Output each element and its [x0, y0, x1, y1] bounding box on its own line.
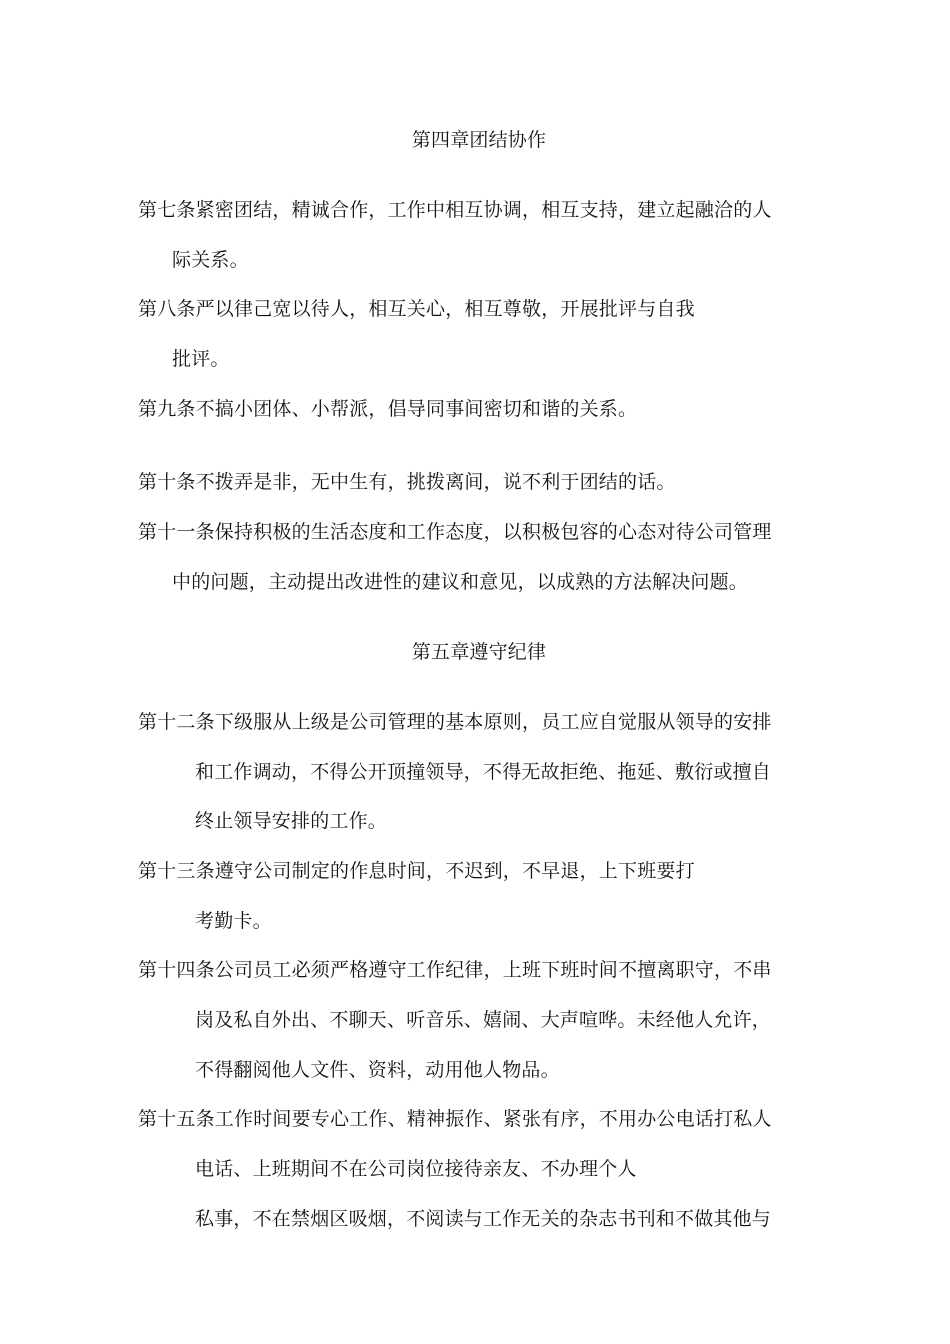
article-8-line-1: 第八条严以律己宽以待人，相互关心，相互尊敬，开展批评与自我	[138, 298, 695, 320]
article-14-line-1: 第十四条公司员工必须严格遵守工作纪律，上班下班时间不擅离职守，不串	[138, 959, 772, 981]
chapter-5-title: 第五章遵守纪律	[411, 641, 547, 663]
article-7-line-2: 际关系。	[172, 249, 249, 271]
article-15-line-1: 第十五条工作时间要专心工作、精神振作、紧张有序，不用办公电话打私人	[138, 1108, 772, 1130]
article-11-line-2: 中的问题，主动提出改进性的建议和意见，以成熟的方法解决问题。	[172, 571, 749, 593]
article-15-line-2: 电话、上班期间不在公司岗位接待亲友、不办理个人	[195, 1158, 637, 1180]
article-15-line-3: 私事，不在禁烟区吸烟，不阅读与工作无关的杂志书刊和不做其他与	[195, 1208, 772, 1230]
article-12-line-3: 终止领导安排的工作。	[195, 810, 388, 832]
article-13-line-2: 考勤卡。	[195, 910, 272, 932]
article-9-line-1: 第九条不搞小团体、小帮派，倡导同事间密切和谐的关系。	[138, 398, 638, 420]
article-11-line-1: 第十一条保持积极的生活态度和工作态度，以积极包容的心态对待公司管理	[138, 521, 772, 543]
article-10-line-1: 第十条不拨弄是非，无中生有，挑拨离间，说不利于团结的话。	[138, 471, 676, 493]
article-12-line-2: 和工作调动，不得公开顶撞领导，不得无故拒绝、拖延、敷衍或擅自	[195, 761, 772, 783]
article-7-line-1: 第七条紧密团结，精诚合作，工作中相互协调，相互支持，建立起融洽的人	[138, 199, 772, 221]
article-8-line-2: 批评。	[172, 348, 230, 370]
article-13-line-1: 第十三条遵守公司制定的作息时间，不迟到，不早退，上下班要打	[138, 860, 695, 882]
article-14-line-3: 不得翻阅他人文件、资料，动用他人物品。	[195, 1059, 560, 1081]
article-14-line-2: 岗及私自外出、不聊天、听音乐、嬉闹、大声喧哗。未经他人允许，	[195, 1009, 772, 1031]
chapter-4-title: 第四章团结协作	[411, 129, 547, 151]
article-12-line-1: 第十二条下级服从上级是公司管理的基本原则，员工应自觉服从领导的安排	[138, 711, 772, 733]
